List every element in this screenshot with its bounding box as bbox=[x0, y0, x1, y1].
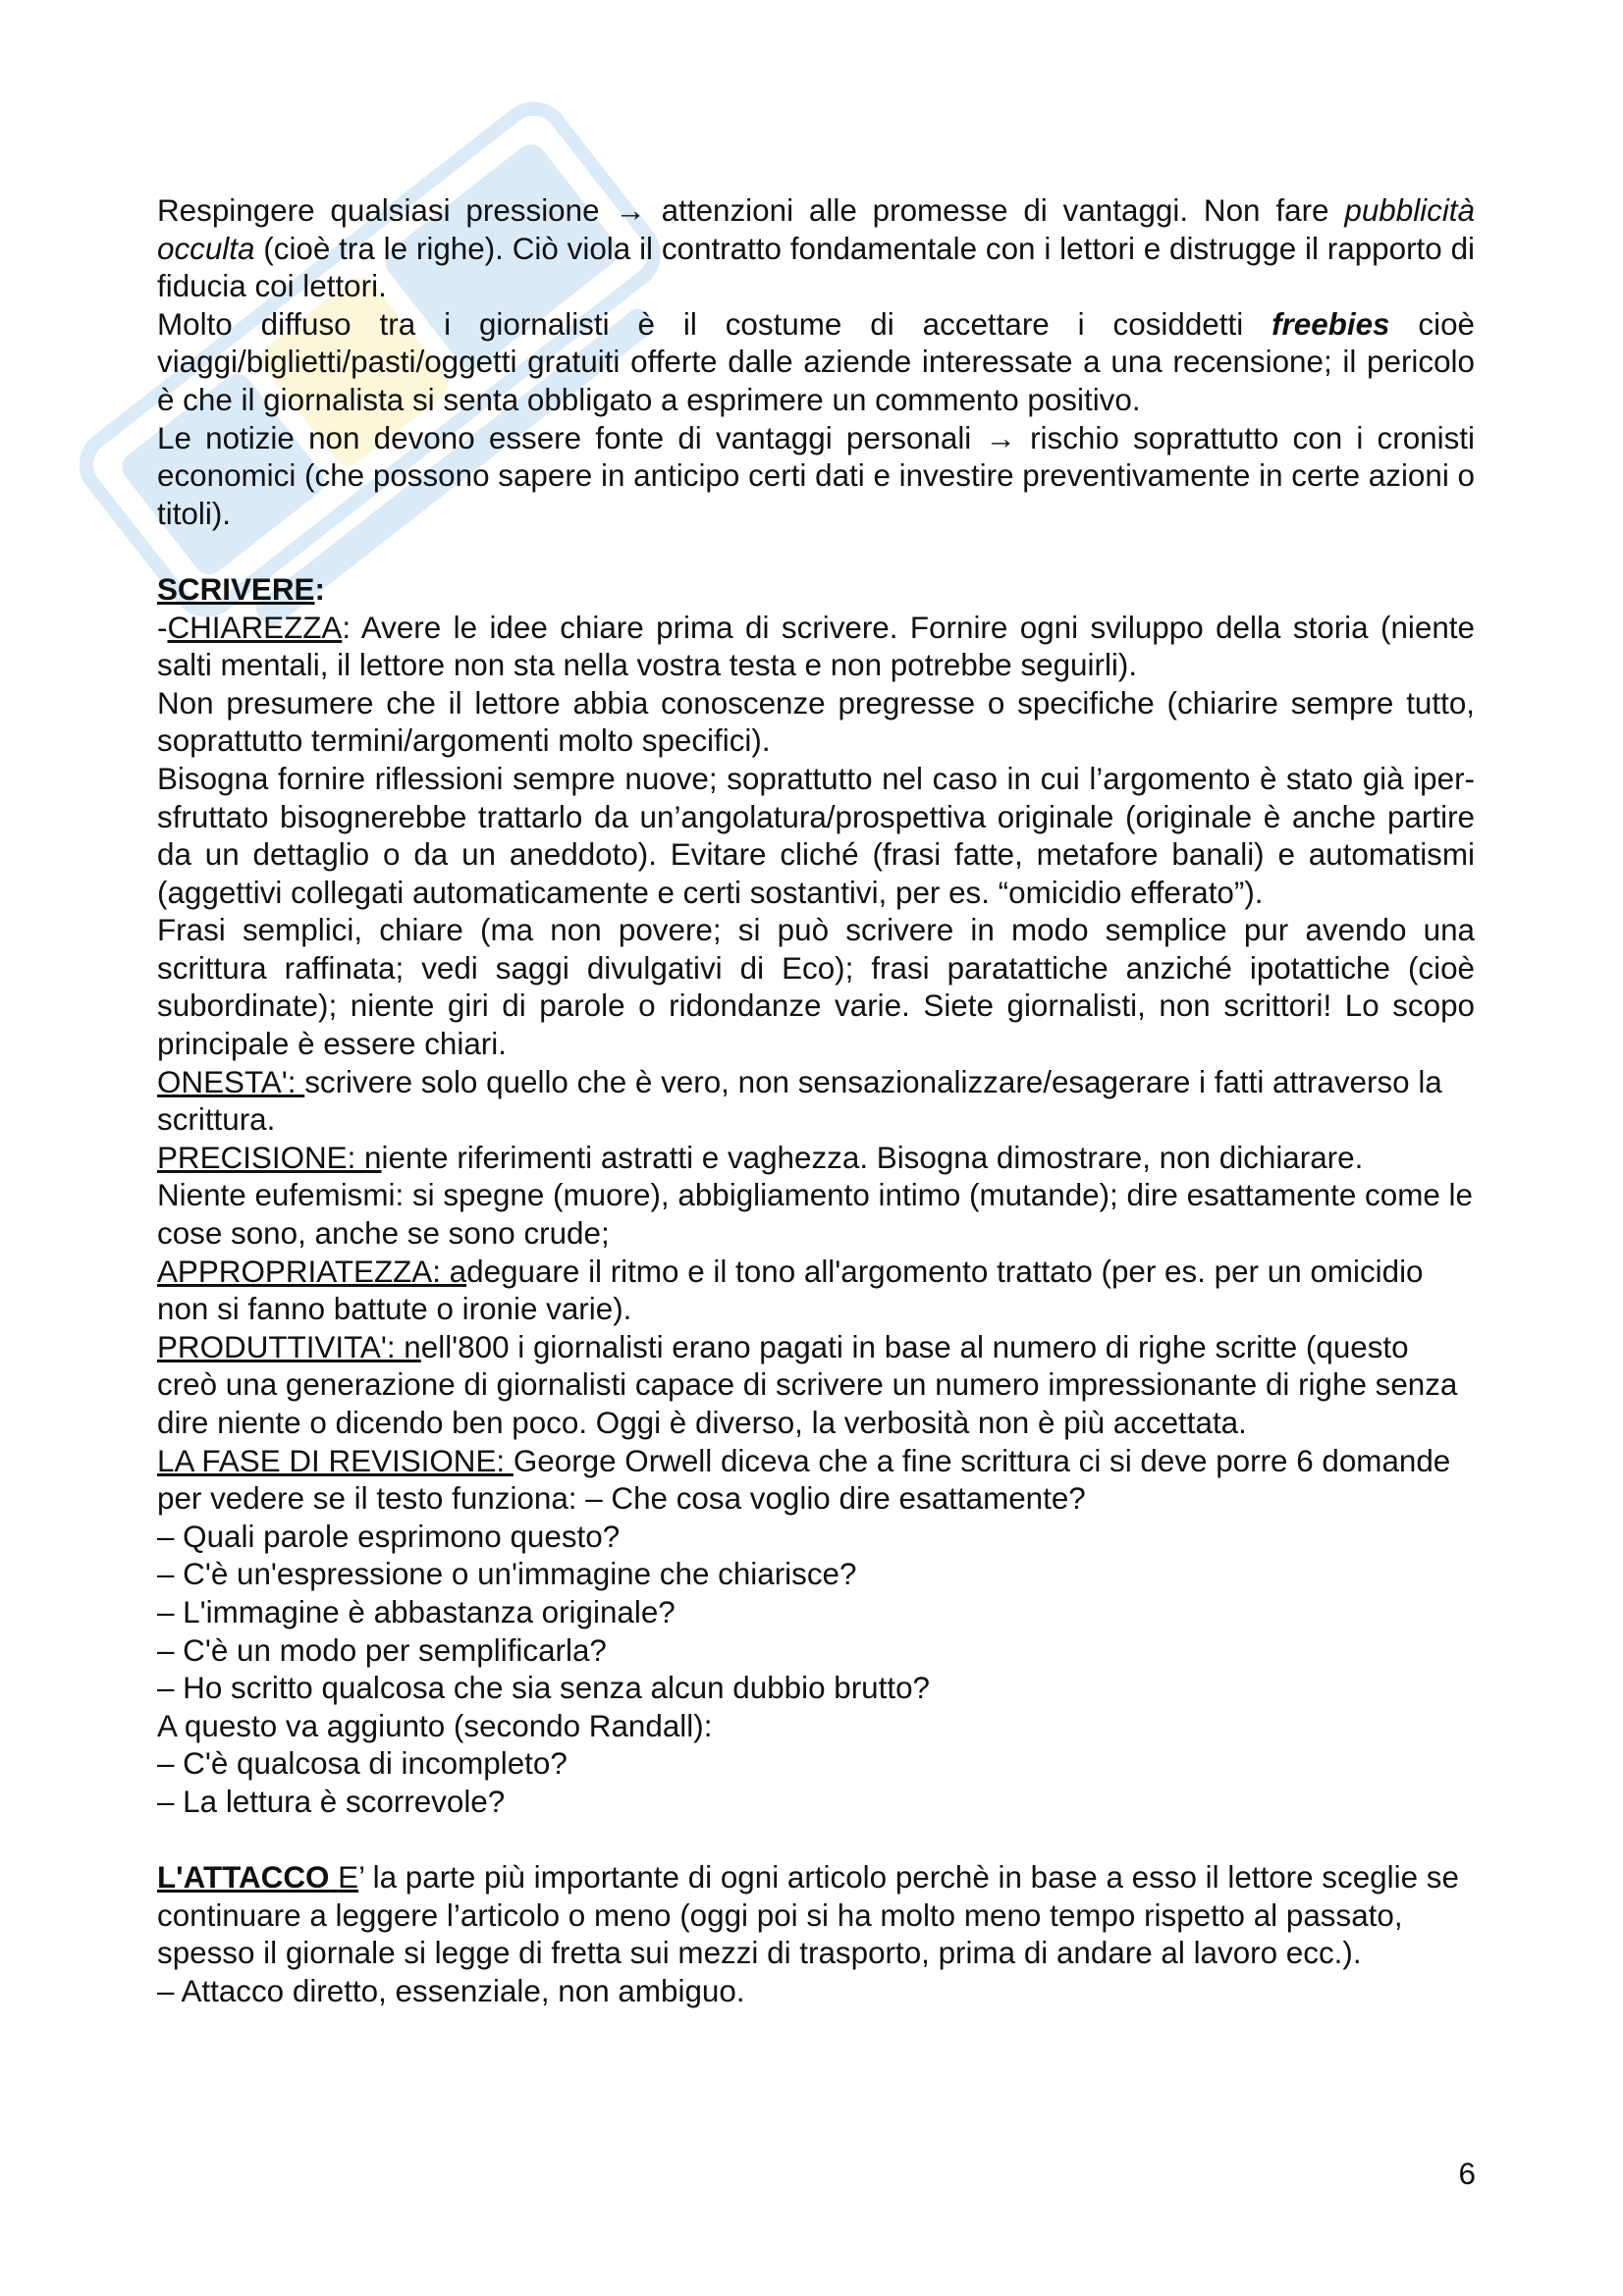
list-item: – L'immagine è abbastanza originale? bbox=[157, 1594, 676, 1629]
paragraph-text: iente riferimenti astratti e vaghezza. Bisogna dimostrare, non dichiarare. bbox=[381, 1140, 1364, 1175]
list-item: – C'è un modo per semplificarla? bbox=[157, 1632, 607, 1668]
paragraph-text: cioè viaggi/biglietti/pasti/oggetti gratuiti offerte dalle aziende interessate a una recensione; il pericolo è che il giornalista si senta obbligato a esprimere un commento positivo. bbox=[157, 306, 1476, 417]
list-item: – Quali parole esprimono questo? bbox=[157, 1519, 621, 1554]
paragraph-text: : Avere le idee chiare prima di scrivere. Fornire ogni sviluppo della storia (niente salti mentali, il lettore non sta nella vostra testa e non potrebbe seguirli). bbox=[157, 610, 1475, 683]
page-number: 6 bbox=[1458, 2157, 1476, 2191]
spacer bbox=[157, 533, 1475, 571]
paragraph-text: deguare il ritmo e il tono all'argomento trattato (per es. per un omicidio non si fanno battute o ironie varie). bbox=[157, 1254, 1424, 1327]
list-item: – C'è un'espressione o un'immagine che chiarisce? bbox=[157, 1557, 857, 1592]
paragraph-simple-sentences: Frasi semplici, chiare (ma non povere; si può scrivere in modo semplice pur avendo una scrittura raffinata; vedi saggi divulgativi di Eco); frasi paratattiche anziché ipotattiche (cioè subordinate); niente giri di parole o ridondanze varie. Siete giornalisti, non scrittori! Lo scopo principale è essere chiari. bbox=[157, 913, 1475, 1062]
paragraph-pressure bbox=[157, 192, 1475, 306]
paragraph-text: E bbox=[338, 1860, 359, 1896]
italic-term: pubblicità occulta bbox=[157, 193, 1475, 266]
paragraph-originality: Bisogna fornire riflessioni sempre nuove; soprattutto nel caso in cui l’argomento è stato già iper-sfruttato bisognerebbe trattarlo da un’angolatura/prospettiva originale (originale è anche partire da un dettaglio o da un aneddoto). Evitare cliché (frasi fatte, metafore banali) e automatismi (aggettivi collegati automaticamente e certi sostantivi, per es. “omicidio efferato”). bbox=[157, 761, 1475, 910]
list-dash: - bbox=[157, 610, 168, 645]
bold-term: freebies bbox=[1271, 306, 1390, 342]
term-label: LA FASE DI REVISIONE: bbox=[157, 1443, 514, 1478]
paragraph-text: George Orwell diceva che a fine scrittura ci si deve porre 6 domande per vedere se il testo funziona: – Che cosa voglio dire esattamente? bbox=[157, 1443, 1451, 1517]
heading-space bbox=[329, 1860, 338, 1895]
paragraph-chiarezza bbox=[157, 610, 1475, 685]
term-label: PRODUTTIVITA': n bbox=[157, 1329, 421, 1364]
term-label: PRECISIONE: n bbox=[157, 1140, 382, 1175]
paragraph-freebies bbox=[157, 306, 1475, 420]
paragraph-text: Respingere qualsiasi pressione → attenzioni alle promesse di vantaggi. Non fare bbox=[157, 193, 1345, 228]
paragraph-produttivita bbox=[157, 1329, 1475, 1443]
paragraph-text: (cioè tra le righe). Ciò viola il contratto fondamentale con i lettori e distrugge il rapporto di fiducia coi lettori. bbox=[157, 231, 1475, 304]
paragraph-randall: A questo va aggiunto (secondo Randall): bbox=[157, 1708, 713, 1743]
spacer bbox=[157, 1822, 1475, 1860]
paragraph-onesta bbox=[157, 1064, 1475, 1140]
paragraph-prior-knowledge: Non presumere che il lettore abbia conoscenze pregresse o specifiche (chiarire sempre tutto, soprattutto termini/argomenti molto specifici). bbox=[157, 685, 1475, 759]
heading-text: SCRIVERE bbox=[157, 571, 315, 607]
section-heading-attacco: L'ATTACCO bbox=[157, 1860, 330, 1896]
paragraph-revisione bbox=[157, 1443, 1475, 1519]
term-label: APPROPRIATEZZA: a bbox=[157, 1254, 467, 1289]
list-item: – La lettura è scorrevole? bbox=[157, 1784, 506, 1819]
section-heading-scrivere bbox=[157, 571, 1475, 610]
paragraph-precisione bbox=[157, 1140, 1475, 1178]
document-body bbox=[157, 192, 1475, 2011]
list-item: – Attacco diretto, essenziale, non ambiguo. bbox=[157, 1973, 745, 2008]
paragraph-text: scrivere solo quello che è vero, non sensazionalizzare/esagerare i fatti attraverso la scrittura. bbox=[157, 1064, 1442, 1138]
term-label: CHIAREZZA bbox=[167, 610, 343, 645]
paragraph-text: Molto diffuso tra i giornalisti è il costume di accettare i cosiddetti bbox=[157, 306, 1272, 342]
paragraph-text: ’ la parte più importante di ogni articolo perchè in base a esso il lettore sceglie se continuare a leggere l’articolo o meno (oggi poi si ha molto meno tempo rispetto al passato, spesso il giornale si legge di fretta sui mezzi di trasporto, prima di andare al lavoro ecc.). bbox=[157, 1860, 1459, 1971]
list-item: – Ho scritto qualcosa che sia senza alcun dubbio brutto? bbox=[157, 1671, 930, 1706]
paragraph-appropriatezza bbox=[157, 1254, 1475, 1329]
heading-colon: : bbox=[314, 571, 325, 607]
term-label: ONESTA': bbox=[157, 1064, 305, 1099]
paragraph-attacco bbox=[157, 1859, 1475, 1973]
paragraph-text: ell'800 i giornalisti erano pagati in base al numero di righe scritte (questo creò una generazione di giornalisti capace di scrivere un numero impressionante di righe senza dire niente o dicendo ben poco. Oggi è diverso, la verbosità non è più accettata. bbox=[157, 1329, 1458, 1440]
list-item: – C'è qualcosa di incompleto? bbox=[157, 1746, 568, 1782]
paragraph-personal-advantages: Le notizie non devono essere fonte di vantaggi personali → rischio soprattutto con i cronisti economici (che possono sapere in anticipo certi dati e investire preventivamente in certe azioni o titoli). bbox=[157, 420, 1475, 531]
paragraph-euphemisms: Niente eufemismi: si spegne (muore), abbigliamento intimo (mutande); dire esattamente come le cose sono, anche se sono crude; bbox=[157, 1178, 1473, 1252]
